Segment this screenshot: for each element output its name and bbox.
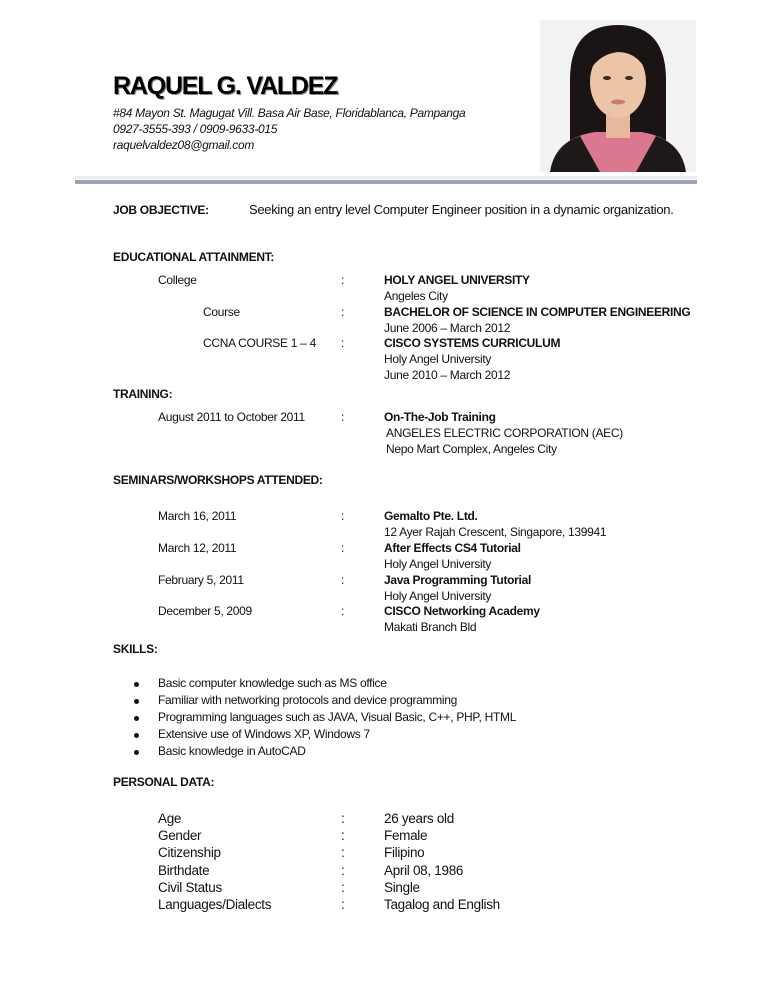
bullet-icon xyxy=(134,716,139,721)
colon: : xyxy=(341,573,345,587)
colon: : xyxy=(341,879,345,895)
personal-value: Tagalog and English xyxy=(384,897,500,912)
applicant-name: RAQUEL G. VALDEZ xyxy=(113,72,338,100)
colon: : xyxy=(341,862,345,878)
personal-value: April 08, 1986 xyxy=(384,862,464,878)
colon: : xyxy=(341,410,345,424)
bullet-icon xyxy=(134,699,139,704)
education-detail: BACHELOR OF SCIENCE IN COMPUTER ENGINEERING xyxy=(384,305,691,319)
section-heading-personal: PERSONAL DATA: xyxy=(113,775,215,789)
objective-label: JOB OBJECTIVE: xyxy=(113,203,209,217)
section-heading-skills: SKILLS: xyxy=(113,642,158,656)
seminar-detail: Java Programming Tutorial xyxy=(384,573,531,587)
profile-photo xyxy=(540,20,696,172)
email: raquelvaldez08@gmail.com xyxy=(113,138,255,152)
section-heading-training: TRAINING: xyxy=(113,387,173,401)
header-shadow-line xyxy=(75,176,697,179)
seminar-detail: Gemalto Pte. Ltd. xyxy=(384,509,478,523)
education-detail: Angeles City xyxy=(384,289,448,303)
personal-label: Age xyxy=(158,811,182,826)
seminar-date: March 16, 2011 xyxy=(158,509,237,523)
seminar-detail: Holy Angel University xyxy=(384,589,492,603)
seminar-detail: 12 Ayer Rajah Crescent, Singapore, 139941 xyxy=(384,525,607,539)
objective-text: Seeking an entry level Computer Engineer position in a dynamic organization. xyxy=(249,202,674,217)
training-dates: August 2011 to October 2011 xyxy=(158,410,305,424)
phone: 0927-3555-393 / 0909-9633-015 xyxy=(113,122,278,136)
training-detail: On-The-Job Training xyxy=(384,410,496,424)
colon: : xyxy=(341,273,345,287)
bullet-icon xyxy=(134,733,139,738)
address: #84 Mayon St. Magugat Vill. Basa Air Base, Floridablanca, Pampanga xyxy=(113,106,466,120)
personal-label: Birthdate xyxy=(158,862,210,878)
training-detail: Nepo Mart Complex, Angeles City xyxy=(386,442,557,456)
seminar-date: March 12, 2011 xyxy=(158,541,237,555)
seminar-date: December 5, 2009 xyxy=(158,604,252,618)
header-divider xyxy=(75,180,697,184)
skill-item: Familiar with networking protocols and device programming xyxy=(158,693,458,707)
colon: : xyxy=(341,541,345,555)
skill-item: Basic computer knowledge such as MS office xyxy=(158,676,387,690)
seminar-detail: Holy Angel University xyxy=(384,557,492,571)
colon: : xyxy=(341,336,345,350)
section-heading-education: EDUCATIONAL ATTAINMENT: xyxy=(113,250,275,264)
personal-label: Citizenship xyxy=(158,845,221,861)
skill-item: Programming languages such as JAVA, Visual Basic, C++, PHP, HTML xyxy=(158,710,517,724)
education-detail: Holy Angel University xyxy=(384,352,492,366)
bullet-icon xyxy=(134,682,139,687)
seminar-date: February 5, 2011 xyxy=(158,573,244,587)
colon: : xyxy=(341,897,345,912)
colon: : xyxy=(341,845,345,861)
colon: : xyxy=(341,828,345,844)
personal-label: Civil Status xyxy=(158,879,222,895)
seminar-detail: After Effects CS4 Tutorial xyxy=(384,541,521,555)
personal-value: Filipino xyxy=(384,845,425,861)
education-label: Course xyxy=(203,305,240,319)
personal-value: 26 years old xyxy=(384,811,454,826)
section-heading-seminars: SEMINARS/WORKSHOPS ATTENDED: xyxy=(113,473,323,487)
skill-item: Extensive use of Windows XP, Windows 7 xyxy=(158,727,370,741)
colon: : xyxy=(341,509,345,523)
personal-value: Single xyxy=(384,879,420,895)
education-detail: June 2006 – March 2012 xyxy=(384,321,511,335)
seminar-detail: CISCO Networking Academy xyxy=(384,604,540,618)
personal-label: Gender xyxy=(158,828,202,844)
education-label: CCNA COURSE 1 – 4 xyxy=(203,336,316,350)
colon: : xyxy=(341,305,345,319)
skill-item: Basic knowledge in AutoCAD xyxy=(158,744,306,758)
colon: : xyxy=(341,811,345,826)
personal-label: Languages/Dialects xyxy=(158,897,272,912)
personal-value: Female xyxy=(384,828,428,844)
education-detail: HOLY ANGEL UNIVERSITY xyxy=(384,273,530,287)
education-label: College xyxy=(158,273,197,287)
education-detail: CISCO SYSTEMS CURRICULUM xyxy=(384,336,561,350)
training-detail: ANGELES ELECTRIC CORPORATION (AEC) xyxy=(386,426,623,440)
education-detail: June 2010 – March 2012 xyxy=(384,368,511,382)
colon: : xyxy=(341,604,345,618)
bullet-icon xyxy=(134,750,139,755)
seminar-detail: Makati Branch Bld xyxy=(384,620,477,634)
